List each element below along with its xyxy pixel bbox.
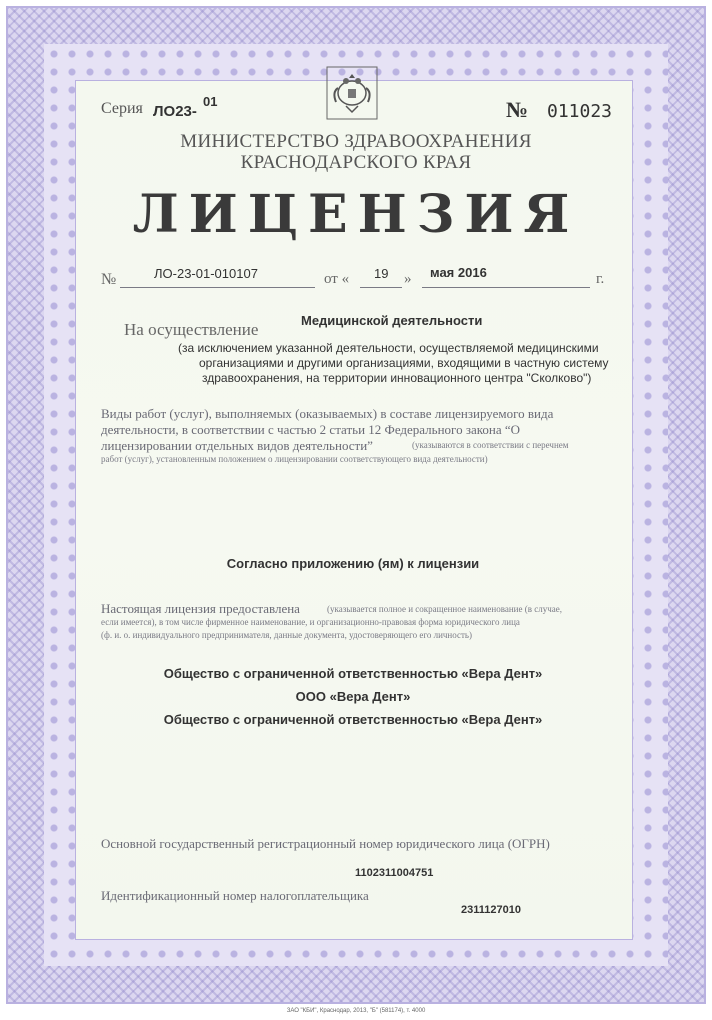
works-text-line-2: деятельности, в соответствии с частью 2 статьи 12 Федерального закона “О bbox=[101, 422, 521, 437]
license-blank-number: 011023 bbox=[547, 101, 613, 122]
activity-note-line-2: организациями и другими организациями, входящими в частную систему bbox=[199, 356, 609, 370]
organization-short-name: ООО «Вера Дент» bbox=[295, 689, 411, 704]
activity-label: На осуществление bbox=[124, 320, 259, 339]
ministry-line-1: МИНИСТЕРСТВО ЗДРАВООХРАНЕНИЯ bbox=[180, 131, 532, 152]
series-label: Серия bbox=[101, 100, 143, 117]
granted-note-a: (указывается полное и сокращенное наименование (в случае, bbox=[327, 604, 562, 614]
activity-note-line-1: (за исключением указанной деятельности, осуществляемой медицинскими bbox=[178, 341, 599, 355]
works-note-a: (указываются в соответствии с перечнем bbox=[412, 440, 569, 450]
series-value: ЛО23- bbox=[153, 103, 197, 120]
granted-note-b: если имеется), в том числе фирменное наименование, и организационно-правовая форма юридического лица bbox=[101, 617, 520, 627]
ogrn-label: Основной государственный регистрационный номер юридического лица (ОГРН) bbox=[101, 836, 550, 851]
license-number-value: ЛО-23-01-010107 bbox=[154, 266, 258, 281]
coat-of-arms-icon bbox=[326, 66, 378, 120]
annex-text: Согласно приложению (ям) к лицензии bbox=[226, 556, 480, 571]
date-from-label: от « bbox=[324, 271, 350, 287]
ministry-line-2: КРАСНОДАРСКОГО КРАЯ bbox=[240, 152, 472, 173]
license-day: 19 bbox=[374, 266, 389, 281]
inn-label: Идентификационный номер налогоплательщика bbox=[101, 888, 369, 903]
activity-name: Медицинской деятельности bbox=[301, 313, 483, 328]
license-month-year: мая 2016 bbox=[430, 265, 487, 280]
works-note-b: работ (услуг), установленным положением о лицензировании соответствующего вида деятельности) bbox=[101, 454, 488, 464]
month-underline bbox=[422, 287, 590, 288]
license-number-underline bbox=[120, 287, 315, 288]
granted-note-c: (ф. и. о. индивидуального предпринимателя, данные документа, удостоверяющего его личность) bbox=[101, 630, 472, 640]
organization-brand-name: Общество с ограниченной ответственностью «Вера Дент» bbox=[163, 712, 543, 727]
works-text-line-1: Виды работ (услуг), выполняемых (оказываемых) в составе лицензируемого вида bbox=[101, 406, 554, 421]
day-underline bbox=[360, 287, 402, 288]
year-suffix: г. bbox=[596, 271, 605, 287]
inn-value: 2311127010 bbox=[461, 904, 521, 916]
ogrn-value: 1102311004751 bbox=[355, 867, 434, 879]
works-text-line-3: лицензировании отдельных видов деятельности” bbox=[101, 438, 373, 453]
granted-label: Настоящая лицензия предоставлена bbox=[101, 601, 300, 616]
document-title: ЛИЦЕНЗИЯ bbox=[132, 184, 580, 245]
date-close-quote: » bbox=[404, 271, 412, 287]
activity-note-line-3: здравоохранения, на территории инновационного центра "Сколково") bbox=[202, 371, 592, 385]
organization-full-name: Общество с ограниченной ответственностью «Вера Дент» bbox=[163, 666, 543, 681]
license-number-label: № bbox=[101, 271, 117, 288]
printer-imprint: ЗАО "КБИ", Краснодар, 2013, "Б" (581174), т. 4000 bbox=[286, 1008, 426, 1014]
number-label: № bbox=[506, 97, 529, 122]
series-suffix: 01 bbox=[203, 94, 218, 109]
